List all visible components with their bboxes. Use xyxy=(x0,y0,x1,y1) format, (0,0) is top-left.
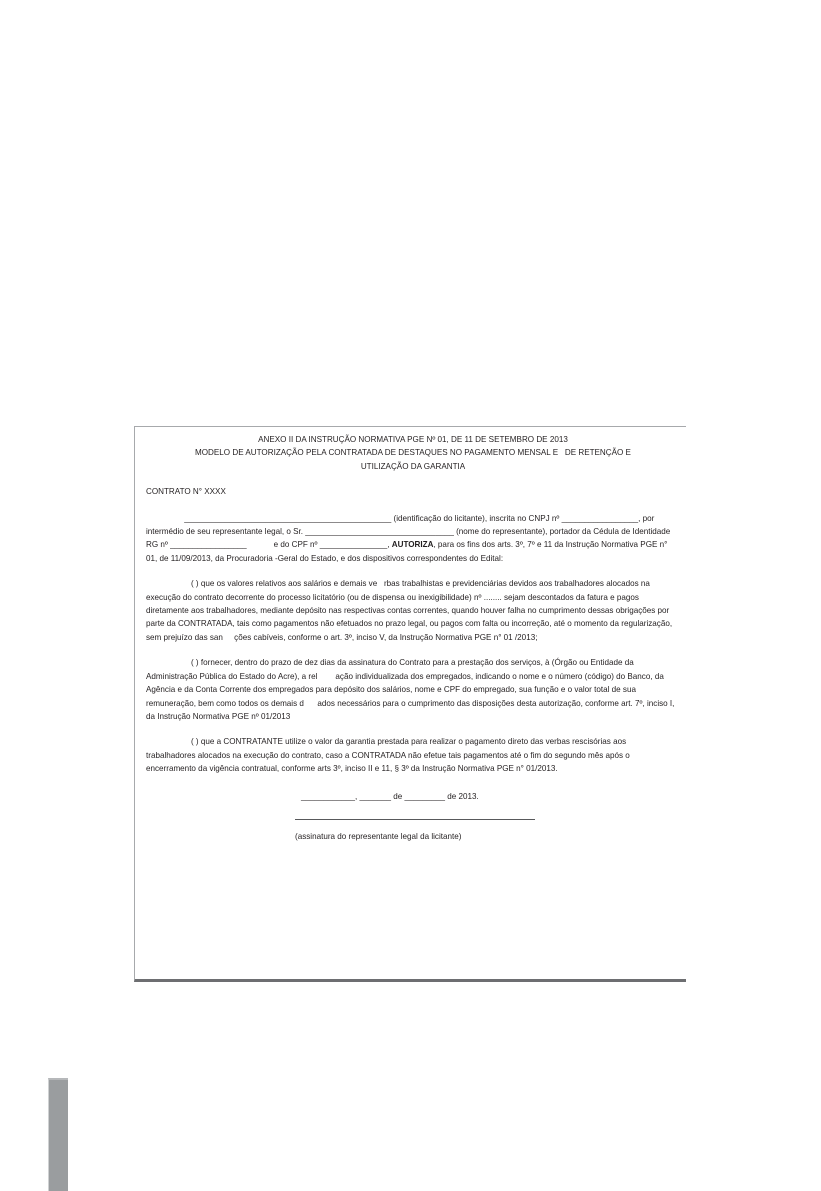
autoriza-keyword: AUTORIZA xyxy=(391,540,434,550)
document-title-block xyxy=(146,433,680,473)
paragraph-clause-2: ( ) fornecer, dentro do prazo de dez dias da assinatura do Contrato para a prestação dos serviços, à (Órgão ou Entidade da Administração Pública do Estado do Acre), a rel ação individualizada dos empregados, indicando o nome e o número (código) do Banco, da Agência e da Conta Corrente dos empregados para depósito dos salários, nome e CPF do empregado, sua função e o valor total de sua remuneração, bem como todos os demais d ados necessários para o cumprimento das disposições desta autorização, conforme art. 7º, inciso I, da Instrução Normativa PGE nº 01/2013 xyxy=(146,658,677,721)
paragraph-identification xyxy=(146,512,680,566)
paragraph-identification-text: ______________________________________________ (identificação do licitante), inscrita no CNPJ nº _________________, por intermédio de seu representante legal, o Sr. _________________________________ (nome do representante), portador da Cédula de Identidade RG nº _________________ e do CPF nº _______________, xyxy=(146,513,673,550)
contract-number-line: CONTRATO N° XXXX xyxy=(146,487,226,497)
date-line: ____________, _______ de _________ de 2013. xyxy=(301,791,479,801)
page-scrollbar-thumb[interactable] xyxy=(48,1078,68,1191)
document-title-line-3: UTILIZAÇÃO DA GARANTIA xyxy=(360,461,466,471)
document-title-line-1: ANEXO II DA INSTRUÇÃO NORMATIVA PGE Nº 01, DE 11 DE SETEMBRO DE 2013 xyxy=(258,435,568,444)
paragraph-clause-1: ( ) que os valores relativos aos salários e demais ve rbas trabalhistas e previdenciárias devidos aos trabalhadores alocados na execução do contrato decorrente do processo licitatório (ou de dispensa ou inexigibilidade) nº ........ sejam descontados da fatura e pagos diretamente aos trabalhadores, mediante depósito nas respectivas contas correntes, quando houver falha no cumprimento dessas obrigações por parte da CONTRATADA, tais como pagamentos não efetuados no prazo legal, ou pagos com falta ou incorreção, até o momento da regularização, sem prejuízo das san ções cabíveis, conforme o art. 3º, inciso V, da Instrução Normativa PGE n° 01 /2013; xyxy=(146,579,675,642)
paragraph-identification-tail: , para os fins dos arts. 3º, 7º e 11 da Instrução Normativa PGE n° 01, de 11/09/2013, da Procuradoria -Geral do Estado, e dos dispositivos correspondentes do Edital: xyxy=(146,540,670,563)
paragraph-clause-3: ( ) que a CONTRATANTE utilize o valor da garantia prestada para realizar o pagamento direto das verbas rescisórias aos trabalhadores alocados na execução do contrato, caso a CONTRATADA não efetue tais pagamentos até o fim do segundo mês após o encerramento da vigência contratual, conforme arts 3º, inciso II e 11, § 3º da Instrução Normativa PGE n° 01/2013. xyxy=(146,737,633,774)
document-title-line-2: MODELO DE AUTORIZAÇÃO PELA CONTRATADA DE DESTAQUES NO PAGAMENTO MENSAL E DE RETENÇÃO E xyxy=(195,448,631,458)
document-sheet xyxy=(134,426,686,982)
signature-rule-wrap xyxy=(146,819,680,820)
document-body xyxy=(135,427,686,843)
signature-caption: (assinatura do representante legal da licitante) xyxy=(295,831,462,841)
signature-line xyxy=(295,819,535,820)
